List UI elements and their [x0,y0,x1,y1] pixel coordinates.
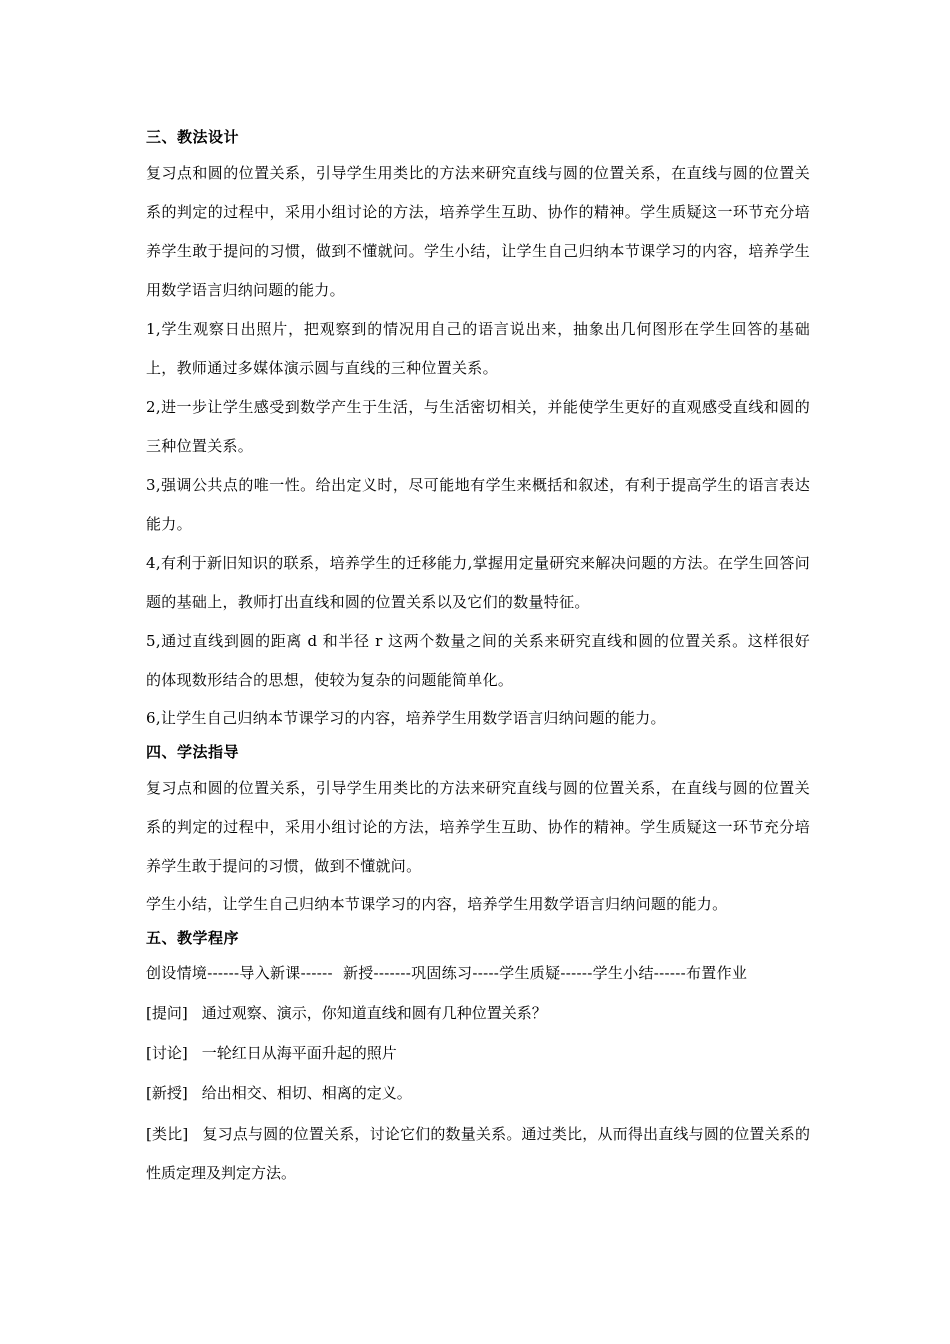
section-heading-learning-guide: 四、学法指导 [146,743,240,761]
step-text: 给出相交、相切、相离的定义。 [201,1084,412,1102]
procedure-step-analogy [146,1115,810,1193]
section-heading-teaching-method: 三、教法设计 [146,128,240,146]
teaching-method-item-4: 4,有利于新旧知识的联系，培养学生的迁移能力,掌握用定量研究来解决问题的方法。在学生回答问题的基础上，教师打出直线和圆的位置关系以及它们的数量特征。 [146,554,810,611]
step-text: 通过观察、演示，你知道直线和圆有几种位置关系？ [201,1004,547,1022]
teaching-method-intro: 复习点和圆的位置关系，引导学生用类比的方法来研究直线与圆的位置关系，在直线与圆的位置关系的判定的过程中，采用小组讨论的方法，培养学生互助、协作的精神。学生质疑这一环节充分培养学生敢于提问的习惯，做到不懂就问。学生小结，让学生自己归纳本节课学习的内容，培养学生用数学语言归纳问题的能力。 [146,164,810,299]
procedure-step-question [146,995,810,1031]
learning-guide-paragraph-1: 复习点和圆的位置关系，引导学生用类比的方法来研究直线与圆的位置关系，在直线与圆的位置关系的判定的过程中，采用小组讨论的方法，培养学生互助、协作的精神。学生质疑这一环节充分培养学生敢于提问的习惯，做到不懂就问。 [146,779,810,875]
teaching-method-item-5: 5,通过直线到圆的距离 d 和半径 r 这两个数量之间的关系来研究直线和圆的位置关系。这样很好的体现数形结合的思想，使较为复杂的问题能简单化。 [146,632,810,689]
step-tag: [讨论] [146,1044,188,1062]
learning-guide-paragraph-2: 学生小结，让学生自己归纳本节课学习的内容，培养学生用数学语言归纳问题的能力。 [146,895,728,913]
step-tag: [新授] [146,1084,188,1102]
step-tag: [类比] [146,1125,189,1143]
teaching-method-item-3: 3,强调公共点的唯一性。给出定义时，尽可能地有学生来概括和叙述，有利于提高学生的语言表达能力。 [146,476,810,533]
teaching-procedure-flow: 创设情境------导入新课------ 新授-------巩固练习-----学生质疑------学生小结------布置作业 [146,964,748,982]
document-page [146,122,810,1193]
teaching-method-item-6: 6,让学生自己归纳本节课学习的内容，培养学生用数学语言归纳问题的能力。 [146,709,666,727]
teaching-method-item-2: 2,进一步让学生感受到数学产生于生活，与生活密切相关，并能使学生更好的直观感受直线和圆的三种位置关系。 [146,398,810,455]
step-text: 一轮红日从海平面升起的照片 [201,1044,397,1062]
teaching-method-item-1: 1,学生观察日出照片，把观察到的情况用自己的语言说出来，抽象出几何图形在学生回答的基础上，教师通过多媒体演示圆与直线的三种位置关系。 [146,320,810,377]
step-tag: [提问] [146,1004,188,1022]
step-text: 复习点与圆的位置关系，讨论它们的数量关系。通过类比，从而得出直线与圆的位置关系的性质定理及判定方法。 [146,1125,810,1182]
section-heading-teaching-procedure: 五、教学程序 [146,929,240,947]
procedure-step-new-lesson [146,1075,810,1111]
procedure-step-discussion [146,1035,810,1071]
